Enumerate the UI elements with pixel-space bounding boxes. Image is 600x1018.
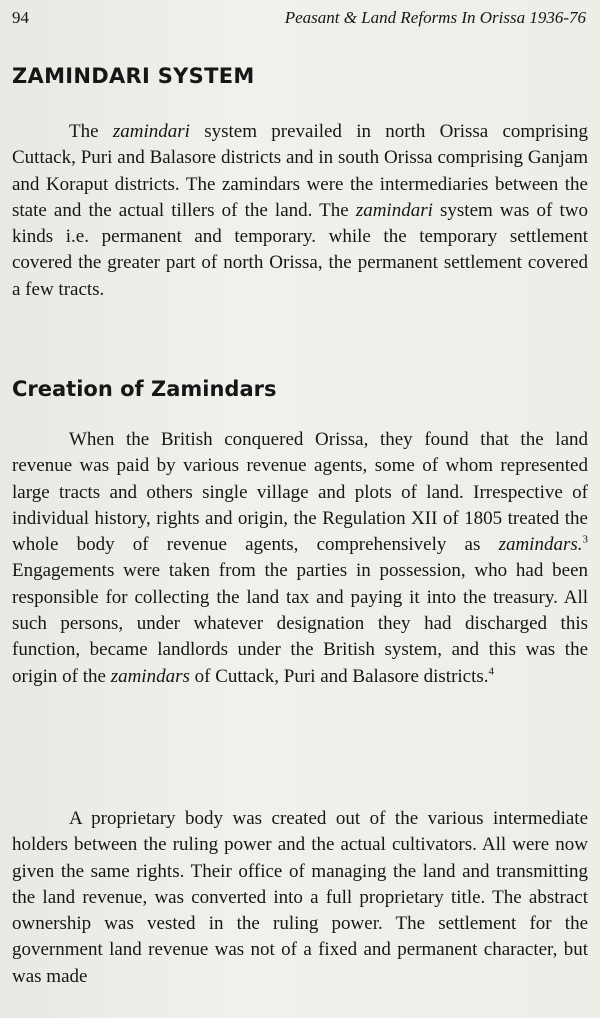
paragraph-zamindari-system: The zamindari system prevailed in north Orissa comprising Cuttack, Puri and Balasore districts and in south Orissa comprising Ganjam and Koraput districts. The zamindars were the intermediaries between the state and the actual tillers of the land. The zamindari system was of two kinds i.e. permanent and temporary. while the temporary settlement covered the greater part of north Orissa, the permanent settlement covered a few tracts. (12, 121, 588, 300)
paragraph-proprietary-body: A proprietary body was created out of the various intermediate holders between the ruling power and the actual cultivators. All were now given the same rights. Their office of managing the land and transmitting the land revenue, was converted into a full proprietary title. The abstract ownership was vested in the ruling power. The settlement for the government land revenue was not of a fixed and permanent character, but was made (12, 808, 588, 987)
section-heading-creation-of-zamindars: Creation of Zamindars (12, 377, 277, 401)
page-number: 94 (12, 8, 29, 27)
running-header (12, 8, 588, 30)
section-heading-zamindari-system: ZAMINDARI SYSTEM (12, 64, 255, 88)
running-title: Peasant & Land Reforms In Orissa 1936-76 (284, 8, 586, 27)
footnote-ref-3: 3 (582, 533, 588, 546)
paragraph-british-conquest: When the British conquered Orissa, they found that the land revenue was paid by various revenue agents, some of whom represented large tracts and others single village and plots of land. Irrespective of individual history, rights and origin, the Regulation XII of 1805 treated the whole body of revenue agents, comprehensively as zamindars.$^3$ Engagements were taken from the parties in possession, who had been responsible for collecting the land tax and paying it into the treasury. All such persons, under whatever designation they had discharged this function, became landlords under the British system, and this was the origin of the zamindars of Cuttack, Puri and Balasore districts.$^4$ (12, 429, 588, 687)
footnote-ref-4: 4 (488, 665, 495, 678)
